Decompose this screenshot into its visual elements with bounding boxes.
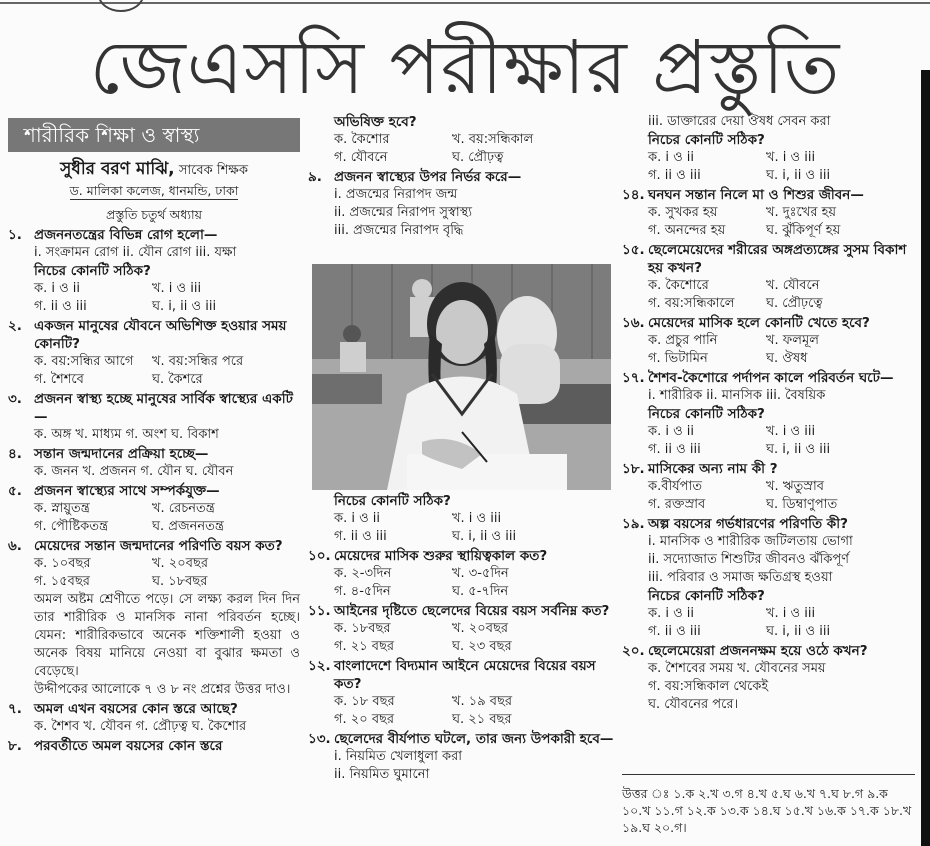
option: ঘ. i, ii ও iii <box>766 624 831 639</box>
option: খ. বয়:সন্ধিকাল <box>452 132 534 147</box>
question-number: ১৫. <box>622 242 645 258</box>
option: ঘ. ঝুঁকিপূর্ণ হয় <box>766 223 841 238</box>
question <box>308 730 614 748</box>
option-row <box>308 638 614 656</box>
option: ক. বয়:সন্ধির আগে <box>34 354 134 369</box>
question <box>8 226 300 244</box>
option: ক. ১০বছর <box>34 556 91 571</box>
text-line: ক. শৈশব খ. যৌবন গ. প্রৌঢ়ত্ব ঘ. কৈশোর <box>34 719 247 734</box>
option-row <box>8 371 300 389</box>
option: খ. ফলমূল <box>766 333 819 348</box>
option-row <box>622 204 915 222</box>
text-line: ii. সদ্যোজাত শিশুটির জীবনও ঝঁকিপূর্ণ <box>648 552 850 567</box>
question <box>622 369 915 387</box>
option: গ. যৌবনে <box>334 150 388 165</box>
option: গ. ভিটামিন <box>648 351 708 366</box>
question <box>8 737 300 755</box>
question <box>308 602 614 620</box>
option: ক. কৈশোর <box>334 132 390 147</box>
question-text: একজন মানুষের যৌবনে অভিশিক্ত হওয়ার সময় কোনটি? <box>34 318 287 352</box>
question-number: ১. <box>8 227 22 243</box>
question-prompt: নিচের কোনটি সঠিক? <box>334 493 451 509</box>
text-line: i. মানসিক ও শারীরিক জটিলতায় ভোগা <box>648 534 853 549</box>
option-row <box>8 555 300 573</box>
chapter-label: প্রস্তুতি চতুর্থ অধ্যায় <box>106 207 202 222</box>
option: গ. রক্তস্রাব <box>648 497 706 512</box>
option-row <box>622 623 915 641</box>
student-exam-photo-image <box>312 264 611 490</box>
question <box>308 657 614 693</box>
option: ঘ. ডিম্বাণুপাত <box>766 497 838 512</box>
option: গ. ২১ বছর <box>334 639 395 654</box>
question <box>622 314 915 332</box>
option: গ. ২০ বছর <box>334 712 395 727</box>
option: ঘ. i, ii ও iii <box>766 442 831 457</box>
question-number: ৭. <box>8 701 22 717</box>
option: খ. ৩-৫দিন <box>452 566 509 581</box>
option: ক. i ও ii <box>648 150 695 165</box>
author-title: সাবেক শিক্ষক <box>178 163 248 178</box>
question-number: ১৭. <box>622 370 645 386</box>
option: ঘ. কৈশরে <box>152 372 203 387</box>
question-text: প্রজনন স্বাস্থ্য হচ্ছে মানুষের সার্বিক স্বাস্থ্যের একটি— <box>34 391 293 425</box>
column-1 <box>8 118 300 755</box>
author-line <box>8 160 300 180</box>
question-prompt: নিচের কোনটি সঠিক? <box>648 406 765 422</box>
option: খ. ২০বছর <box>152 556 208 571</box>
top-ornament <box>98 0 144 12</box>
option-row <box>622 350 915 368</box>
option-row <box>8 500 300 518</box>
option: ঘ. ২৩ বছর <box>452 639 512 654</box>
option: ক.বীর্যপাত <box>648 479 703 494</box>
option: খ. ২০বছর <box>452 621 508 636</box>
page-headline: জেএসসি পরীক্ষার প্রস্তুতি <box>89 25 841 111</box>
option: ঘ. i, ii ও iii <box>766 168 831 183</box>
stimulus-paragraph: উদ্দীপকের আলোকে ৭ ও ৮ নং প্রশ্নের উত্তর দাও। <box>34 682 291 697</box>
option-row <box>622 295 915 313</box>
question-text: প্রজননতন্ত্রের বিভিন্ন রোগ হলো— <box>34 227 218 243</box>
question <box>8 317 300 353</box>
option-row <box>308 131 614 149</box>
text-line: iii. পরিবার ও সমাজ ক্ষতিগ্রস্থ হওয়া <box>648 570 833 585</box>
question <box>308 547 614 565</box>
option-row <box>308 528 614 546</box>
option-row <box>622 478 915 496</box>
question-prompt: নিচের কোনটি সঠিক? <box>648 588 765 604</box>
option: ক. ১৮বছর <box>334 621 391 636</box>
option: খ. ১৯ বছর <box>452 694 513 709</box>
question <box>8 482 300 500</box>
option-row <box>308 149 614 167</box>
column-2-bottom <box>308 492 614 784</box>
question-text: ছেলেমেয়েদের শরীরের অঙ্গপ্রত্যঙ্গের সুসম বিকাশ হয় কখন? <box>648 242 907 276</box>
option-row <box>622 332 915 350</box>
question-text: বাংলাদেশে বিদ্যমান আইনে মেয়েদের বিয়ের বয়স কত? <box>334 658 596 692</box>
option: ক. ২-৩দিন <box>334 566 392 581</box>
option: খ. i ও iii <box>766 424 816 439</box>
option: ঘ. i, ii ও iii <box>152 299 217 314</box>
question <box>622 460 915 478</box>
question-number: ১৯. <box>622 516 645 532</box>
option: গ. ৪-৫দিন <box>334 584 391 599</box>
column-3 <box>622 113 915 714</box>
question-text: শৈশব-কৈশোরে পর্দাপন কালে পরিবর্তন ঘটে— <box>648 370 894 386</box>
option-row <box>622 423 915 441</box>
option: গ. ii ও iii <box>648 624 701 639</box>
option-row <box>308 510 614 528</box>
option: গ. ii ও iii <box>648 442 701 457</box>
question-number: ২. <box>8 318 22 334</box>
question-text: পরবর্তীতে অমল বয়সের কোন স্তরে <box>34 738 223 754</box>
column-2-top <box>308 113 614 240</box>
question <box>8 537 300 555</box>
question <box>8 390 300 426</box>
option: ক. i ও ii <box>648 424 695 439</box>
text-line: ক. শৈশবের সময় খ. যৌবনের সময় <box>648 661 826 676</box>
student-exam-photo <box>312 264 611 490</box>
option: ক. কৈশোরে <box>648 278 709 293</box>
option-row <box>622 605 915 623</box>
option: গ. পৌষ্টিকতন্ত্র <box>34 519 108 534</box>
option-row <box>8 518 300 536</box>
question <box>8 445 300 463</box>
text-line: i. নিয়মিত খেলাধুলা করা <box>334 749 462 764</box>
text-line: ক. জনন খ. প্রজনন গ. যৌন ঘ. যৌবন <box>34 464 234 479</box>
question-number: ৮. <box>8 738 22 754</box>
option: খ. রেচনতন্ত্র <box>152 501 215 516</box>
option: ঘ. ২১ বছর <box>452 712 512 727</box>
question <box>622 642 915 660</box>
question-text: মেয়েদের মাসিক শুরুর স্থায়িত্বকাল কত? <box>334 548 548 564</box>
question-number: ১৪. <box>622 187 645 203</box>
option-row <box>8 298 300 316</box>
question-number: ১৩. <box>308 731 331 747</box>
option-row <box>308 711 614 729</box>
question-text: ছেলেমেয়েরা প্রজননক্ষম হয়ে ওঠে কখন? <box>648 643 868 659</box>
question-text: সন্তান জন্মদানের প্রক্রিয়া হচ্ছে— <box>34 446 209 462</box>
question-number: ১০. <box>308 548 331 564</box>
option: খ. i ও iii <box>452 511 502 526</box>
text-line: iii. প্রজন্মের নিরাপদ বৃদ্ধি <box>334 223 464 238</box>
option-row <box>622 149 915 167</box>
question-prompt: নিচের কোনটি সঠিক? <box>34 263 151 279</box>
question-number: ৪. <box>8 446 22 462</box>
option: গ. শৈশবে <box>34 372 84 387</box>
option: খ. i ও iii <box>766 606 816 621</box>
option: ঘ. i, ii ও iii <box>452 529 517 544</box>
question-text: মাসিকের অন্য নাম কী ? <box>648 461 778 477</box>
option: ক. i ও ii <box>334 511 381 526</box>
question-text: মেয়েদের সন্তান জন্মদানের পরিণতি বয়স কত? <box>34 538 283 554</box>
question <box>622 515 915 533</box>
option: গ. ii ও iii <box>334 529 387 544</box>
question-number: ৫. <box>8 483 22 499</box>
option: ক. প্রচুর পানি <box>648 333 718 348</box>
option: ঘ. প্রৌঢ়ত্বে <box>766 296 823 311</box>
question-number: ৬. <box>8 538 22 554</box>
option-row <box>308 583 614 601</box>
text-line: ii. প্রজন্মের নিরাপদ সুস্বাস্থ্য <box>334 205 472 220</box>
question <box>308 168 614 186</box>
text-line: iii. ডাক্তারের দেয়া ঔষধ সেবন করা <box>648 114 831 129</box>
question-number: ৩. <box>8 391 22 407</box>
option: গ. ii ও iii <box>648 168 701 183</box>
option-row <box>8 573 300 591</box>
option: ঘ. ৫-৭দিন <box>452 584 509 599</box>
author-college: ড. মালিকা কলেজ, ধানমন্ডি, ঢাকা <box>69 183 239 198</box>
text-line: গ. বয়:সন্ধিকাল থেকেই <box>648 679 769 694</box>
question-text: অল্প বয়সের গর্ভধারণের পরিণতি কী? <box>648 516 848 532</box>
option: গ. ১৫বছর <box>34 574 90 589</box>
option-row <box>308 565 614 583</box>
option: গ. অনন্দের হয় <box>648 223 726 238</box>
question-number: ৯. <box>308 169 322 185</box>
question <box>622 241 915 277</box>
author-name: সুধীর বরণ মাঝি, <box>60 159 175 179</box>
text-line: ক. অঙ্গ খ. মাধ্যম গ. অংশ ঘ. বিকাশ <box>34 427 219 442</box>
question-text: ছেলেদের বীর্যপাত ঘটলে, তার জন্য উপকারী হবে— <box>334 731 614 747</box>
question <box>622 186 915 204</box>
option: ক. স্নায়ুতন্ত্র <box>34 501 90 516</box>
option: খ. i ও iii <box>766 150 816 165</box>
text-line: ঘ. যৌবনের পরে। <box>648 697 739 712</box>
question-text: প্রজনন স্বাস্থ্যের উপর নির্ভর করে— <box>334 169 522 185</box>
question-number: ১৬. <box>622 315 645 331</box>
option-row <box>622 441 915 459</box>
section-title: শারীরিক শিক্ষা ও স্বাস্থ্য <box>8 118 300 152</box>
question-number: ১২. <box>308 658 331 674</box>
option: গ. ii ও iii <box>34 299 87 314</box>
option-row <box>308 620 614 638</box>
stimulus-paragraph: অমল অষ্টম শ্রেণীতে পড়ে। সে লক্ষ্য করল দিন দিন তার শারীরিক ও মানসিক নানা পরিবর্তন হচ্ছে। যেমন: শারীরিকভাবে অনেক শক্তিশালী হওয়া ও অনেক বিষয় মানিয়ে নেওয়া বা বুঝার ক্ষমতা ও বেড়েছে। <box>34 592 300 679</box>
option: ক. i ও ii <box>34 281 81 296</box>
option: ক. i ও ii <box>648 606 695 621</box>
option: ক. সুখকর হয় <box>648 205 718 220</box>
option: ঘ. ১৮বছর <box>152 574 208 589</box>
question-text: অমল এখন বয়সের কোন স্তরে আছে? <box>34 701 238 717</box>
question-number: ১৮. <box>622 461 645 477</box>
option-row <box>8 353 300 371</box>
text-line: i. শারীরিক ii. মানসিক iii. বৈষয়িক <box>648 388 826 403</box>
option-row <box>308 693 614 711</box>
option: গ. বয়:সন্ধিকালে <box>648 296 735 311</box>
question-text: ঘনঘন সন্তান নিলে মা ও শিশুর জীবন— <box>648 187 864 203</box>
question-prompt: অভিষিক্ত হবে? <box>334 114 417 130</box>
option: ঘ. প্রজননতন্ত্র <box>152 519 224 534</box>
option: ঘ. প্রৌঢ়ত্ব <box>452 150 504 165</box>
right-edge-bar <box>921 70 930 846</box>
option: খ. দুঃখের হয় <box>766 205 837 220</box>
question-list-1 <box>8 226 300 755</box>
text-line: i. প্রজন্মের নিরাপদ জন্ম <box>334 187 458 202</box>
option-row <box>622 222 915 240</box>
question-prompt: নিচের কোনটি সঠিক? <box>648 132 765 148</box>
option: খ. i ও iii <box>152 281 202 296</box>
option-row <box>8 280 300 298</box>
text-line: ii. নিয়মিত ঘুমানো <box>334 767 430 782</box>
option: খ. যৌবনে <box>766 278 820 293</box>
question-number: ২০. <box>622 643 645 659</box>
option-row <box>622 167 915 185</box>
question-text: মেয়েদের মাসিক হলে কোনটি খেতে হবে? <box>648 315 870 331</box>
question-number: ১১. <box>308 603 331 619</box>
option: ঘ. ঔষধ <box>766 351 808 366</box>
question <box>8 700 300 718</box>
option: ক. ১৮ বছর <box>334 694 395 709</box>
answer-key: উত্তর ঃ ১.ক ২.খ ৩.গ ৪.খ ৫.ঘ ৬.খ ৭.ঘ ৮.গ ৯.ক ১০.খ ১১.গ ১২.ক ১৩.ক ১৪.ঘ ১৫.খ ১৬.ক ১৭.ক ১৮.খ ১৯.ঘ ২০.গ। <box>622 774 915 836</box>
option: খ. বয়:সন্ধির পরে <box>152 354 244 369</box>
option-row <box>622 496 915 514</box>
option-row <box>622 277 915 295</box>
question-text: আইনের দৃষ্টিতে ছেলেদের বিয়ের বয়স সর্বনিম্ন কত? <box>334 603 610 619</box>
question-text: প্রজনন স্বাস্থ্যের সাথে সম্পর্কযুক্ত— <box>34 483 220 499</box>
text-line: i. সংক্রামন রোগ ii. যৌন রোগ iii. যক্ষা <box>34 245 237 260</box>
option: খ. ঋতুস্রাব <box>766 479 824 494</box>
